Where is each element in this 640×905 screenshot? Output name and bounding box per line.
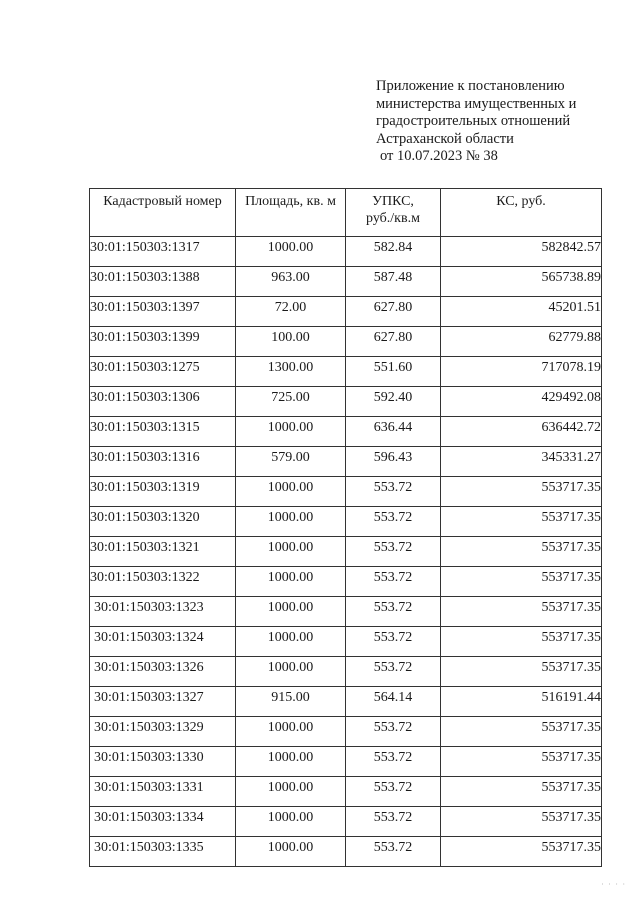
- table-row: [90, 507, 602, 537]
- cell-area: 725.00: [236, 387, 346, 417]
- table-row: [90, 297, 602, 327]
- header-area: Площадь, кв. м: [236, 189, 346, 237]
- header-upks-line-1: УПКС,: [372, 194, 414, 209]
- table-row: [90, 447, 602, 477]
- table-row: [90, 417, 602, 447]
- header-line-3: градостроительных отношений: [376, 113, 571, 129]
- cell-ks: 45201.51: [441, 297, 602, 327]
- cell-cadastral-number: 30:01:150303:1331: [90, 777, 236, 807]
- cell-ks: 553717.35: [441, 477, 602, 507]
- cell-ks: 553717.35: [441, 567, 602, 597]
- cell-area: 1000.00: [236, 747, 346, 777]
- cell-upks: 553.72: [346, 747, 441, 777]
- cell-ks: 516191.44: [441, 687, 602, 717]
- cell-cadastral-number: 30:01:150303:1320: [90, 507, 236, 537]
- cell-upks: 553.72: [346, 807, 441, 837]
- cell-area: 579.00: [236, 447, 346, 477]
- cell-upks: 551.60: [346, 357, 441, 387]
- cell-cadastral-number: 30:01:150303:1327: [90, 687, 236, 717]
- table-row: [90, 567, 602, 597]
- cell-ks: 553717.35: [441, 777, 602, 807]
- cell-cadastral-number: 30:01:150303:1397: [90, 297, 236, 327]
- cell-cadastral-number: 30:01:150303:1330: [90, 747, 236, 777]
- cell-upks: 553.72: [346, 777, 441, 807]
- cell-cadastral-number: 30:01:150303:1334: [90, 807, 236, 837]
- cell-area: 1000.00: [236, 417, 346, 447]
- cell-cadastral-number: 30:01:150303:1335: [90, 837, 236, 867]
- cell-area: 1000.00: [236, 477, 346, 507]
- cell-ks: 636442.72: [441, 417, 602, 447]
- header-upks-line-2: руб./кв.м: [366, 211, 420, 226]
- cell-upks: 553.72: [346, 837, 441, 867]
- cell-cadastral-number: 30:01:150303:1323: [90, 597, 236, 627]
- cell-cadastral-number: 30:01:150303:1399: [90, 327, 236, 357]
- table-row: [90, 747, 602, 777]
- cell-upks: 587.48: [346, 267, 441, 297]
- cell-cadastral-number: 30:01:150303:1319: [90, 477, 236, 507]
- cell-area: 72.00: [236, 297, 346, 327]
- cell-upks: 553.72: [346, 537, 441, 567]
- cell-upks: 553.72: [346, 567, 441, 597]
- cell-upks: 627.80: [346, 327, 441, 357]
- cell-upks: 553.72: [346, 627, 441, 657]
- cell-ks: 553717.35: [441, 597, 602, 627]
- cell-area: 1000.00: [236, 837, 346, 867]
- header-upks: [346, 189, 441, 237]
- table-row: [90, 237, 602, 267]
- cell-cadastral-number: 30:01:150303:1321: [90, 537, 236, 567]
- header-line-2: министерства имущественных и: [376, 95, 577, 112]
- table-header-row: [90, 189, 602, 237]
- cell-area: 1000.00: [236, 657, 346, 687]
- cell-ks: 553717.35: [441, 507, 602, 537]
- cell-ks: 553717.35: [441, 807, 602, 837]
- cell-ks: 553717.35: [441, 537, 602, 567]
- cell-area: 915.00: [236, 687, 346, 717]
- header-date-line: от 10.07.2023 № 38: [380, 148, 498, 164]
- table-row: [90, 837, 602, 867]
- cell-upks: 553.72: [346, 477, 441, 507]
- cell-area: 1000.00: [236, 567, 346, 597]
- cadastral-value-table: [89, 188, 602, 867]
- cell-ks: 553717.35: [441, 837, 602, 867]
- cell-cadastral-number: 30:01:150303:1306: [90, 387, 236, 417]
- table-row: [90, 687, 602, 717]
- cell-upks: 553.72: [346, 597, 441, 627]
- table-row: [90, 387, 602, 417]
- cell-area: 1000.00: [236, 597, 346, 627]
- cell-ks: 429492.08: [441, 387, 602, 417]
- cell-cadastral-number: 30:01:150303:1329: [90, 717, 236, 747]
- table-row: [90, 627, 602, 657]
- cell-area: 100.00: [236, 327, 346, 357]
- header-ks: КС, руб.: [441, 189, 602, 237]
- corner-mark: · · · ·: [601, 880, 626, 889]
- table-row: [90, 327, 602, 357]
- table-row: [90, 597, 602, 627]
- table-row: [90, 777, 602, 807]
- cell-ks: 717078.19: [441, 357, 602, 387]
- cell-upks: 636.44: [346, 417, 441, 447]
- cell-upks: 582.84: [346, 237, 441, 267]
- cell-ks: 62779.88: [441, 327, 602, 357]
- cell-cadastral-number: 30:01:150303:1317: [90, 237, 236, 267]
- cell-area: 1000.00: [236, 777, 346, 807]
- cell-area: 963.00: [236, 267, 346, 297]
- cell-upks: 553.72: [346, 657, 441, 687]
- table-row: [90, 357, 602, 387]
- cell-ks: 553717.35: [441, 627, 602, 657]
- header-line-1: Приложение к постановлению: [376, 78, 565, 94]
- header-line-4: Астраханской области: [376, 130, 514, 147]
- cell-ks: 345331.27: [441, 447, 602, 477]
- cell-area: 1000.00: [236, 627, 346, 657]
- cell-cadastral-number: 30:01:150303:1315: [90, 417, 236, 447]
- table-row: [90, 657, 602, 687]
- cell-area: 1000.00: [236, 237, 346, 267]
- cell-ks: 565738.89: [441, 267, 602, 297]
- cell-ks: 553717.35: [441, 747, 602, 777]
- cell-ks: 582842.57: [441, 237, 602, 267]
- cell-cadastral-number: 30:01:150303:1322: [90, 567, 236, 597]
- table-row: [90, 807, 602, 837]
- cell-area: 1300.00: [236, 357, 346, 387]
- cell-area: 1000.00: [236, 717, 346, 747]
- appendix-header: [376, 78, 626, 166]
- table-row: [90, 267, 602, 297]
- header-cadastral-number: Кадастровый номер: [90, 189, 236, 237]
- cell-cadastral-number: 30:01:150303:1388: [90, 267, 236, 297]
- cell-upks: 553.72: [346, 507, 441, 537]
- table-row: [90, 477, 602, 507]
- cell-area: 1000.00: [236, 807, 346, 837]
- table-body: [90, 237, 602, 867]
- cell-cadastral-number: 30:01:150303:1316: [90, 447, 236, 477]
- cell-upks: 553.72: [346, 717, 441, 747]
- cell-cadastral-number: 30:01:150303:1324: [90, 627, 236, 657]
- table-row: [90, 717, 602, 747]
- cell-upks: 592.40: [346, 387, 441, 417]
- table-row: [90, 537, 602, 567]
- cell-upks: 564.14: [346, 687, 441, 717]
- cell-upks: 596.43: [346, 447, 441, 477]
- cell-cadastral-number: 30:01:150303:1275: [90, 357, 236, 387]
- cell-area: 1000.00: [236, 507, 346, 537]
- cell-cadastral-number: 30:01:150303:1326: [90, 657, 236, 687]
- cell-area: 1000.00: [236, 537, 346, 567]
- cell-ks: 553717.35: [441, 657, 602, 687]
- cell-ks: 553717.35: [441, 717, 602, 747]
- cell-upks: 627.80: [346, 297, 441, 327]
